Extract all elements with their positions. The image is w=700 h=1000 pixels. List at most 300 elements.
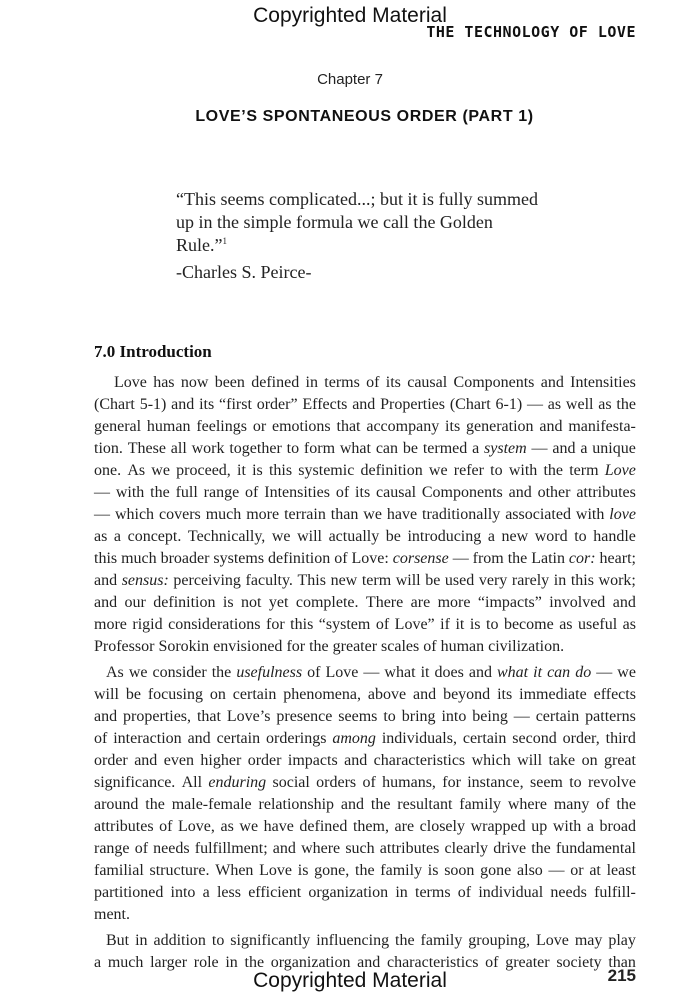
word: with	[552, 818, 582, 835]
word: human	[440, 638, 489, 655]
word: and	[94, 572, 118, 589]
word: if	[440, 616, 450, 633]
word: clearly	[444, 840, 489, 857]
word: and	[272, 840, 296, 857]
word: organization	[308, 884, 389, 901]
word: it	[455, 616, 465, 633]
word: less	[216, 884, 241, 901]
body-line	[94, 750, 636, 772]
word: up	[531, 818, 548, 835]
word: certain	[535, 708, 580, 725]
word: we	[428, 462, 448, 479]
word: great	[604, 752, 636, 769]
word: even	[163, 752, 194, 769]
word: of	[596, 796, 610, 813]
word: third	[605, 730, 636, 747]
word: the	[370, 796, 391, 813]
word: fulfillment;	[194, 840, 268, 857]
word: term	[569, 462, 599, 479]
word: of	[366, 374, 380, 391]
word: its	[355, 484, 371, 501]
word: of	[335, 484, 350, 501]
word: attributes	[379, 840, 440, 857]
footnote-reference[interactable]: 1	[222, 236, 227, 246]
word: love	[609, 506, 636, 523]
word: can	[375, 440, 399, 457]
word: order	[247, 752, 282, 769]
word: around	[94, 796, 139, 813]
word: which	[471, 752, 511, 769]
word: Love”	[394, 616, 435, 633]
word: terms	[415, 884, 451, 901]
word: and	[134, 752, 158, 769]
word: its	[199, 396, 215, 413]
word: to	[569, 774, 582, 791]
word: greater	[332, 638, 382, 655]
epigraph-line: “This seems complicated...; but it is fully summed	[176, 189, 538, 209]
word: also	[517, 862, 543, 879]
word: unique	[592, 440, 636, 457]
word: significantly	[230, 932, 311, 949]
copyright-watermark-top: Copyrighted Material	[253, 4, 447, 27]
word: —	[94, 506, 110, 523]
word: Properties	[380, 396, 445, 413]
word: work	[191, 440, 225, 457]
word: Love	[114, 374, 147, 391]
word: society	[556, 954, 602, 971]
word: defined	[299, 818, 348, 835]
word: family	[380, 862, 423, 879]
word: it	[533, 664, 543, 681]
word: broad	[599, 818, 636, 835]
word: and	[340, 796, 365, 813]
word: where	[301, 840, 341, 857]
word: —	[452, 550, 469, 567]
word: generation	[466, 418, 534, 435]
body-line	[94, 372, 636, 394]
word: All	[181, 774, 203, 791]
word: from	[472, 550, 504, 567]
word: much	[107, 954, 144, 971]
word: or	[570, 862, 584, 879]
word: may	[574, 932, 603, 949]
body-line	[94, 684, 636, 706]
word: of	[375, 616, 390, 633]
body-line	[94, 794, 636, 816]
word: Love’s	[226, 708, 271, 725]
word: efficient	[248, 884, 302, 901]
epigraph-line-text: Rule.”	[176, 235, 223, 255]
word: involved	[549, 594, 606, 611]
word: family	[420, 932, 463, 949]
word: definition	[360, 462, 423, 479]
word: play	[608, 932, 636, 949]
word: impacts	[287, 752, 338, 769]
word: effects	[593, 686, 636, 703]
word: interaction	[113, 730, 182, 747]
word: attributes	[576, 484, 636, 501]
word: system	[484, 440, 527, 457]
page-number: 215	[607, 966, 636, 985]
word: Effects	[302, 396, 348, 413]
word: rarely	[511, 572, 550, 589]
word: definition	[153, 594, 216, 611]
word: used	[444, 572, 475, 589]
body-line	[94, 438, 636, 460]
word: larger	[150, 954, 188, 971]
word: them,	[352, 818, 389, 835]
word: to	[211, 932, 225, 949]
word: term	[361, 572, 392, 589]
word: a	[202, 884, 210, 901]
running-head: THE TECHNOLOGY OF LOVE	[426, 23, 636, 41]
word: as	[547, 396, 562, 413]
copyright-watermark-bottom: Copyrighted Material	[253, 969, 447, 992]
word: of	[362, 774, 376, 791]
word: as	[220, 818, 234, 835]
word: greater	[505, 954, 550, 971]
word: seem	[529, 774, 563, 791]
word: and	[508, 484, 532, 501]
word: focusing	[147, 686, 203, 703]
word: There	[365, 594, 404, 611]
word: organization	[270, 954, 351, 971]
word: of	[94, 730, 108, 747]
word: systems	[213, 550, 265, 567]
word: causal	[407, 374, 448, 391]
word: orders	[316, 774, 357, 791]
word: certain	[216, 730, 261, 747]
word: a	[487, 528, 495, 545]
word: will	[395, 572, 421, 589]
word: emotions	[271, 418, 331, 435]
word: or	[252, 418, 267, 435]
word: human	[146, 418, 191, 435]
body-line	[94, 706, 636, 728]
word: family	[459, 796, 502, 813]
word: in	[135, 932, 148, 949]
word: wrapped	[470, 818, 526, 835]
word: this	[268, 462, 293, 479]
word: manifesta-	[568, 418, 636, 435]
word: that	[336, 418, 361, 435]
word: instance,	[467, 774, 524, 791]
word: termed	[422, 440, 468, 457]
word: characteristics	[386, 954, 479, 971]
word: structure.	[149, 862, 210, 879]
word: a	[472, 440, 480, 457]
body-line	[94, 860, 636, 882]
word: and	[413, 686, 437, 703]
body-line	[94, 930, 636, 952]
epigraph-line	[176, 234, 566, 257]
word: a	[113, 528, 122, 545]
word: terms	[324, 374, 360, 391]
word: immediate	[519, 686, 587, 703]
word: all	[170, 440, 187, 457]
epigraph-attribution: -Charles S. Peirce-	[176, 262, 312, 282]
body-line	[94, 614, 636, 636]
word: as	[94, 528, 108, 545]
word: where	[507, 796, 547, 813]
word: the	[395, 932, 415, 949]
word: the	[355, 862, 375, 879]
word: —	[363, 664, 380, 681]
word: soon	[444, 862, 475, 879]
word: accompany	[366, 418, 440, 435]
word: rigid	[132, 616, 163, 633]
word: are	[410, 594, 431, 611]
word: is	[427, 862, 439, 879]
word: of	[134, 840, 149, 857]
word: familial	[94, 862, 144, 879]
word: Technically,	[187, 528, 266, 545]
word: full	[175, 484, 198, 501]
word: of	[334, 550, 348, 567]
word: into	[441, 708, 467, 725]
word: will	[517, 752, 543, 769]
word: the	[531, 840, 551, 857]
word: ment.	[94, 906, 130, 923]
word: —	[596, 664, 613, 681]
epigraph-quote	[176, 188, 566, 257]
word: in	[305, 374, 318, 391]
body-line	[94, 482, 636, 504]
word: Components	[421, 484, 503, 501]
body-line	[94, 772, 636, 794]
word: sensus:	[121, 572, 169, 589]
word: be	[125, 686, 141, 703]
body-line	[94, 394, 636, 416]
word: of	[307, 664, 321, 681]
word: systemic	[298, 462, 355, 479]
word: more	[437, 594, 471, 611]
word: on	[209, 686, 226, 703]
word: other	[537, 484, 571, 501]
word: feelings	[196, 418, 247, 435]
word: be	[385, 528, 401, 545]
word: and	[94, 594, 118, 611]
word: order,	[562, 730, 600, 747]
word: This	[297, 572, 326, 589]
word: has	[153, 374, 175, 391]
word: for	[286, 638, 310, 655]
word: new	[330, 572, 358, 589]
word: When	[215, 862, 254, 879]
word: individuals,	[381, 730, 457, 747]
word: to	[383, 708, 396, 725]
word: to	[486, 616, 499, 633]
word: form	[303, 440, 336, 457]
word: Professor	[94, 638, 159, 655]
word: as	[622, 616, 636, 633]
word: and	[357, 954, 381, 971]
word: terrain	[284, 506, 326, 523]
word: work;	[598, 572, 636, 589]
word: of	[159, 818, 173, 835]
word: actually	[328, 528, 380, 545]
word: our	[124, 594, 146, 611]
word: grouping,	[468, 932, 531, 949]
word: certain	[462, 730, 507, 747]
word: the	[150, 484, 170, 501]
word: and	[468, 664, 492, 681]
word: do	[575, 664, 592, 681]
word: to	[286, 440, 300, 457]
word: scales	[381, 638, 424, 655]
word: refer	[453, 462, 484, 479]
word: “impacts”	[477, 594, 542, 611]
word: not	[241, 594, 262, 611]
body-line	[94, 816, 636, 838]
word: individual	[478, 884, 544, 901]
word: become	[503, 616, 554, 633]
word: its	[385, 374, 401, 391]
word: relationship	[258, 796, 335, 813]
word: humans,	[382, 774, 436, 791]
word: (Chart	[449, 396, 491, 413]
word: needs	[550, 884, 587, 901]
word: traditionally	[422, 506, 501, 523]
word: are	[394, 818, 415, 835]
word: the	[145, 796, 165, 813]
word: for	[442, 774, 461, 791]
word: —	[94, 484, 110, 501]
word: which	[114, 506, 155, 523]
word: take	[548, 752, 576, 769]
word: faculty.	[245, 572, 293, 589]
word: and	[539, 418, 563, 435]
word: and	[171, 396, 195, 413]
word: phenomena,	[283, 686, 361, 703]
word: and	[94, 708, 118, 725]
body-line	[94, 904, 636, 926]
body-line	[94, 416, 636, 438]
word: will	[94, 686, 119, 703]
word: yet	[268, 594, 289, 611]
word: we	[271, 528, 291, 545]
word: role	[193, 954, 219, 971]
word: introducing	[407, 528, 482, 545]
word: with	[115, 484, 145, 501]
word: 6-1)	[495, 396, 523, 413]
word: the	[211, 664, 232, 681]
word: well	[565, 396, 594, 413]
word: drive	[493, 840, 527, 857]
word: consider	[152, 664, 207, 681]
word: general	[94, 418, 142, 435]
word: handle	[593, 528, 636, 545]
word: we	[363, 506, 382, 523]
body-line	[94, 548, 636, 570]
word: and	[352, 396, 376, 413]
word: (Chart	[94, 396, 135, 413]
word: Latin	[531, 550, 565, 567]
word: among	[332, 730, 376, 747]
word: second	[512, 730, 557, 747]
word: certain	[232, 686, 277, 703]
word: been	[214, 374, 245, 391]
word: many	[553, 796, 590, 813]
word: will	[297, 528, 322, 545]
word: Love	[536, 932, 569, 949]
word: be	[425, 572, 441, 589]
word: covers	[159, 506, 201, 523]
section-heading: 7.0 Introduction	[94, 342, 212, 361]
body-line	[94, 504, 636, 526]
word: and	[187, 730, 211, 747]
word: be	[402, 440, 418, 457]
word: with	[575, 506, 605, 523]
word: we	[128, 664, 148, 681]
word: what	[384, 664, 416, 681]
word: the	[244, 954, 265, 971]
word: one.	[94, 462, 122, 479]
body-line	[94, 662, 636, 684]
word: civilization.	[488, 638, 565, 655]
word: above	[367, 686, 407, 703]
word: usefulness	[236, 664, 303, 681]
word: influencing	[316, 932, 390, 949]
word: does	[434, 664, 464, 681]
word: male-female	[171, 796, 252, 813]
word: “first	[219, 396, 252, 413]
word: resultant	[397, 796, 453, 813]
word: its	[445, 418, 461, 435]
word: Intensities	[264, 484, 330, 501]
word: for	[266, 616, 285, 633]
word: —	[548, 862, 565, 879]
word: we	[239, 818, 259, 835]
word: fundamental	[555, 840, 636, 857]
word: more	[94, 616, 127, 633]
word: bring	[401, 708, 436, 725]
word: much	[205, 506, 242, 523]
word: it	[420, 664, 430, 681]
chapter-label: Chapter 7	[317, 71, 383, 88]
word: together	[229, 440, 282, 457]
word: in	[395, 884, 408, 901]
word: “system	[318, 616, 371, 633]
word: this	[570, 572, 594, 589]
word: least	[606, 862, 636, 879]
word: and	[540, 374, 564, 391]
word: —	[531, 440, 548, 457]
word: —	[513, 708, 530, 725]
word: more	[246, 506, 280, 523]
word: considerations	[168, 616, 261, 633]
word: range	[203, 484, 240, 501]
word: the	[616, 396, 636, 413]
word: that	[196, 708, 221, 725]
word: word	[534, 528, 568, 545]
body-line	[94, 728, 636, 750]
body-text	[94, 372, 636, 974]
word: characteristics	[373, 752, 466, 769]
word: of	[423, 638, 441, 655]
word: we	[151, 462, 170, 479]
word: on	[581, 752, 598, 769]
word: can	[547, 664, 571, 681]
word: As	[127, 462, 146, 479]
word: Love,	[178, 818, 215, 835]
word: defined	[251, 374, 300, 391]
word: causal	[376, 484, 417, 501]
word: heart;	[599, 550, 636, 567]
word: As	[106, 664, 124, 681]
word: seems	[338, 708, 378, 725]
word: is	[469, 616, 481, 633]
